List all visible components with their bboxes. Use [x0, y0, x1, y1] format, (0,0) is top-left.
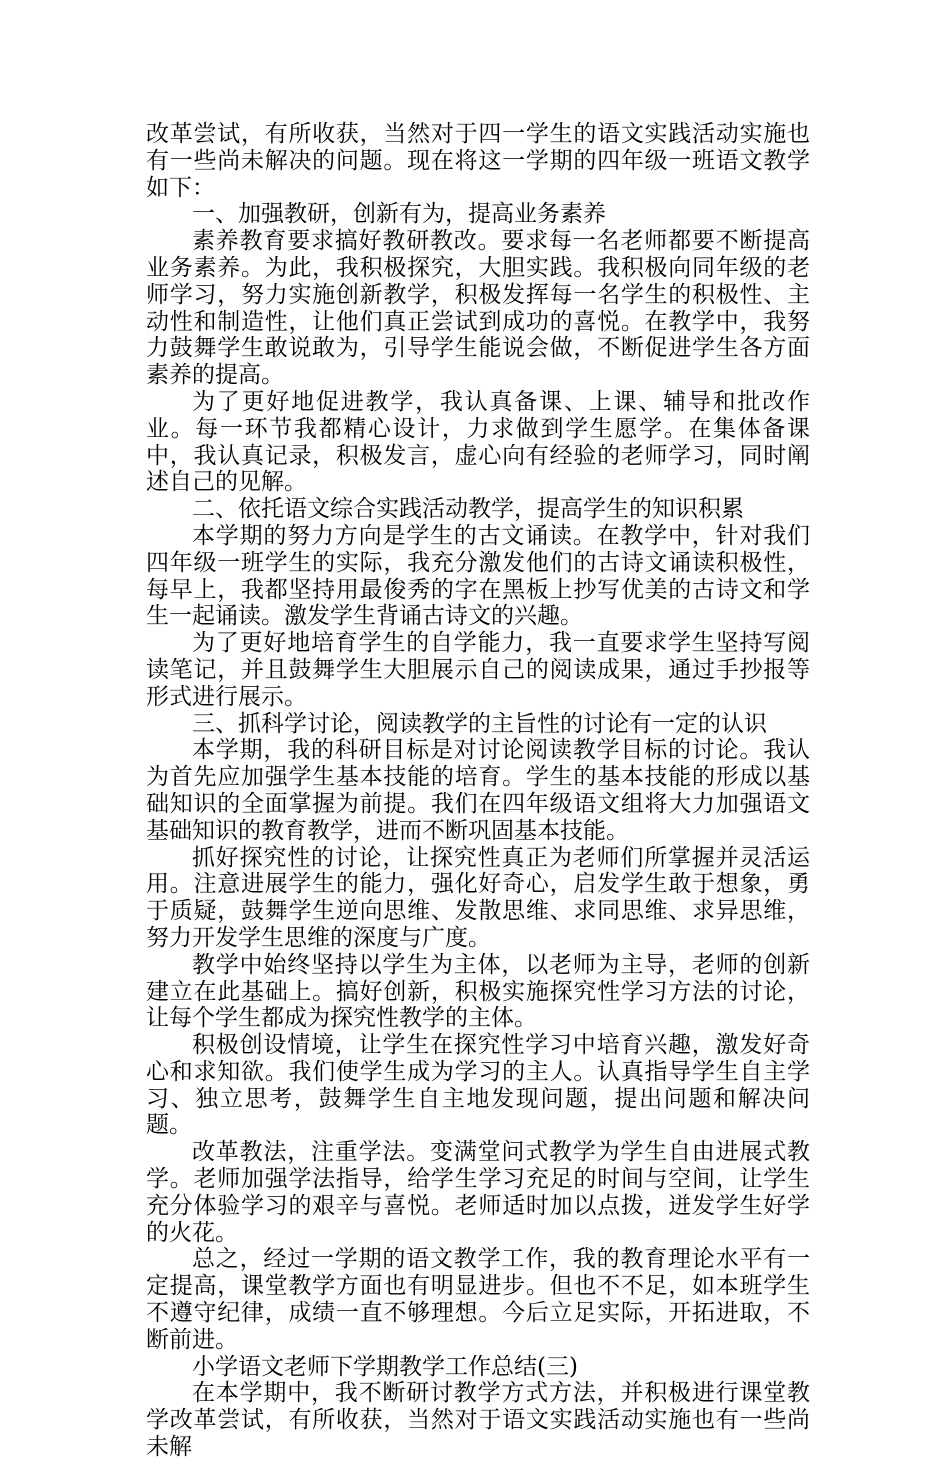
paragraph-8: 教学中始终坚持以学生为主体，以老师为主导，老师的创新建立在此基础上。搞好创新，积极实施探究性学习方法的讨论，让每个学生都成为探究性教学的主体。 — [146, 951, 810, 1032]
paragraph-6: 本学期，我的科研目标是对讨论阅读教学目标的讨论。我认为首先应加强学生基本技能的培育。学生的基本技能的形成以基础知识的全面掌握为前提。我们在四年级语文组将大力加强语文基础知识的教育教学，进而不断巩固基本技能。 — [146, 737, 810, 844]
document-body — [146, 121, 810, 1461]
paragraph-9: 积极创设情境，让学生在探究性学习中培育兴趣，激发好奇心和求知欲。我们使学生成为学习的主人。认真指导学生自主学习、独立思考，鼓舞学生自主地发现问题，提出问题和解决问题。 — [146, 1032, 810, 1139]
paragraph-5: 为了更好地培育学生的自学能力，我一直要求学生坚持写阅读笔记，并且鼓舞学生大胆展示自己的阅读成果，通过手抄报等形式进行展示。 — [146, 630, 810, 710]
section-heading-2: 二、依托语文综合实践活动教学，提高学生的知识积累 — [192, 496, 744, 523]
paragraph-2: 素养教育要求搞好教研教改。要求每一名老师都要不断提高业务素养。为此，我积极探究，大胆实践。我积极向同年级的老师学习，努力实施创新教学，积极发挥每一名学生的积极性、主动性和制造性，让他们真正尝试到成功的喜悦。在教学中，我努力鼓舞学生敢说敢为，引导学生能说会做，不断促进学生各方面素养的提高。 — [146, 228, 810, 389]
paragraph-11: 总之，经过一学期的语文教学工作，我的教育理论水平有一定提高，课堂教学方面也有明显进步。但也不不足，如本班学生不遵守纪律，成绩一直不够理想。今后立足实际，开拓进取，不断前进。 — [146, 1246, 810, 1353]
paragraph-1: 改革尝试，有所收获，当然对于四一学生的语文实践活动实施也有一些尚未解决的问题。现在将这一学期的四年级一班语文教学如下： — [146, 121, 810, 201]
paragraph-3: 为了更好地促进教学，我认真备课、上课、辅导和批改作业。每一环节我都精心设计，力求做到学生愿学。在集体备课中，我认真记录，积极发言，虚心向有经验的老师学习，同时阐述自己的见解。 — [146, 388, 810, 496]
paragraph-7: 抓好探究性的讨论，让探究性真正为老师们所掌握并灵活运用。注意进展学生的能力，强化好奇心，启发学生敢于想象，勇于质疑，鼓舞学生逆向思维、发散思维、求同思维、求异思维，努力开发学生思维的深度与广度。 — [146, 844, 810, 951]
paragraph-12: 在本学期中，我不断研讨教学方式方法，并积极进行课堂教学改革尝试，有所收获，当然对于语文实践活动实施也有一些尚未解 — [146, 1380, 810, 1461]
section-heading-3: 三、抓科学讨论，阅读教学的主旨性的讨论有一定的认识 — [192, 710, 767, 737]
section-heading-1: 一、加强教研，创新有为，提高业务素养 — [192, 201, 606, 228]
document-subtitle: 小学语文老师下学期教学工作总结(三) — [192, 1353, 578, 1380]
paragraph-10: 改革教法，注重学法。变满堂问式教学为学生自由进展式教学。老师加强学法指导，给学生学习充足的时间与空间，让学生充分体验学习的艰辛与喜悦。老师适时加以点拨，迸发学生好学的火花。 — [146, 1139, 810, 1246]
paragraph-4: 本学期的努力方向是学生的古文诵读。在教学中，针对我们四年级一班学生的实际，我充分激发他们的古诗文诵读积极性，每早上，我都坚持用最俊秀的字在黑板上抄写优美的古诗文和学生一起诵读。激发学生背诵古诗文的兴趣。 — [146, 522, 810, 630]
